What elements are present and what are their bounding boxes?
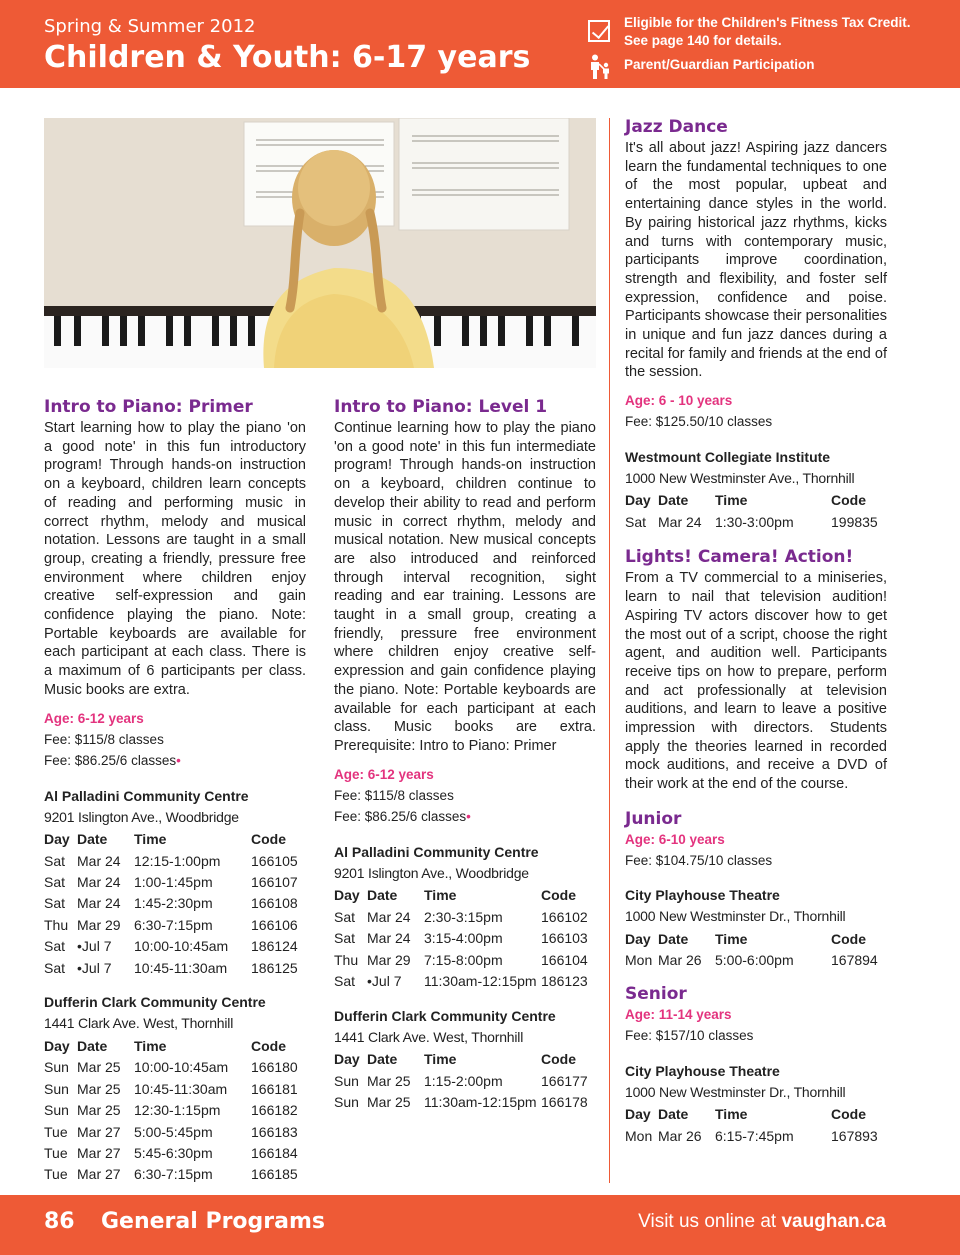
page-title: Children & Youth: 6-17 years [44, 40, 531, 75]
col-header-code: Code [251, 831, 286, 848]
day-cell: Thu [44, 916, 69, 933]
column-divider [609, 118, 610, 1183]
fee-line [334, 806, 596, 828]
code-cell: 166103 [541, 930, 588, 947]
day-cell: Sat [334, 930, 356, 947]
location-address: 1000 New Westminster Dr., Thornhill [625, 908, 846, 925]
summer-dot-icon: • [176, 753, 181, 769]
drama-dance-column [625, 116, 887, 1146]
date-cell: Mar 27 [77, 1123, 121, 1140]
time-cell: 2:30-3:15pm [424, 908, 503, 925]
location-name: Al Palladini Community Centre [334, 843, 539, 860]
table-row [625, 1125, 878, 1146]
col-header-code: Code [541, 887, 576, 904]
time-cell: 12:30-1:15pm [134, 1102, 221, 1119]
code-cell: 166180 [251, 1059, 298, 1076]
girl-at-piano-photo [44, 118, 596, 368]
date-cell: Mar 26 [658, 1127, 702, 1144]
table-row [625, 950, 878, 971]
schedule-table [334, 885, 588, 992]
age-range: Age: 11-14 years [625, 1007, 732, 1023]
parent-participation-text: Parent/Guardian Participation [624, 57, 815, 72]
time-cell: 5:45-6:30pm [134, 1144, 213, 1161]
col-header-date: Date [367, 1051, 398, 1068]
program-description: Continue learning how to play the piano 'on a good note' in this fun intermediate program! Through hands-on instruction on a keyboard, children continue to develop their ability to read and perform music in correct rhythm, melody and musical notation. New musical concepts are also introduced and reinforced through interval recognition, sight reading and ear training. Lessons are taught in a small group, creating a friendly, pressure free environment where children enjoy creative self-expression and gain confidence playing the piano. Note: Portable keyboards are available for each participant at each class. Music books are extra. Prerequisite: Intro to Piano: Primer [334, 420, 596, 754]
time-cell: 6:30-7:15pm [134, 916, 213, 933]
day-cell: Sat [44, 852, 66, 869]
code-cell: 186123 [541, 972, 588, 989]
location-address: 1441 Clark Ave. West, Thornhill [334, 1028, 524, 1045]
date-cell: Mar 24 [658, 513, 702, 530]
program-description: From a TV commercial to a miniseries, learn to nail that television audition! Aspiring TV actors discover how to get the most out of a script, choose the right agent, and audition well. Participants receive tips on how to prepare, perform and act professionally at television auditions, and learn to leave a positive impression with directors. Students apply the theories learned in recorded mock auditions, and receive a DVD of their work at the end of the course. [625, 570, 887, 793]
fee-line: Fee: $157/10 classes [625, 1028, 754, 1044]
table-row [44, 1078, 298, 1099]
age-range: Age: 6-12 years [334, 766, 434, 782]
col-header-day: Day [625, 492, 651, 509]
schedule-header-row [625, 1104, 878, 1125]
code-cell: 167893 [831, 1127, 878, 1144]
table-row [44, 871, 298, 892]
location-address: 1441 Clark Ave. West, Thornhill [44, 1015, 234, 1032]
section-name: General Programs [101, 1209, 326, 1234]
time-cell: 6:15-7:45pm [715, 1127, 794, 1144]
time-cell: 5:00-5:45pm [134, 1123, 213, 1140]
col-header-time: Time [134, 831, 167, 848]
day-cell: Sat [625, 513, 647, 530]
age-range: Age: 6-12 years [44, 710, 144, 726]
col-header-code: Code [831, 931, 866, 948]
col-header-code: Code [831, 1106, 866, 1123]
date-cell: Mar 27 [77, 1166, 121, 1183]
age-range: Age: 6-10 years [625, 831, 725, 847]
col-header-time: Time [424, 887, 457, 904]
col-header-day: Day [625, 1106, 651, 1123]
website-note [638, 1211, 886, 1233]
day-cell: Sun [44, 1080, 69, 1097]
date-cell: Mar 29 [77, 916, 121, 933]
code-cell: 186124 [251, 938, 298, 955]
day-cell: Sun [334, 1094, 359, 1111]
col-header-date: Date [77, 1037, 108, 1054]
schedule-header-row [44, 829, 298, 850]
code-cell: 166181 [251, 1080, 298, 1097]
age-range: Age: 6 - 10 years [625, 393, 733, 409]
code-cell: 166106 [251, 916, 298, 933]
table-row [44, 893, 298, 914]
day-cell: Tue [44, 1166, 68, 1183]
day-cell: Sat [44, 874, 66, 891]
time-cell: 11:30am-12:15pm [424, 972, 537, 989]
date-cell: Mar 27 [77, 1144, 121, 1161]
col-header-day: Day [625, 931, 651, 948]
time-cell: 11:30am-12:15pm [424, 1094, 537, 1111]
location-address: 1000 New Westminster Dr., Thornhill [625, 1083, 846, 1100]
date-cell: Mar 25 [367, 1072, 411, 1089]
day-cell: Sun [334, 1072, 359, 1089]
col-header-time: Time [715, 1106, 748, 1123]
fee-text: Fee: $86.25/6 classes [334, 809, 467, 825]
location-name: Dufferin Clark Community Centre [44, 994, 266, 1011]
code-cell: 166184 [251, 1144, 298, 1161]
time-cell: 10:45-11:30am [134, 959, 228, 976]
checkbox-icon [588, 20, 610, 42]
col-header-day: Day [44, 831, 70, 848]
col-header-date: Date [658, 492, 689, 509]
day-cell: Tue [44, 1123, 68, 1140]
day-cell: Sat [334, 908, 356, 925]
summer-dot-icon: • [466, 809, 471, 825]
date-cell: Mar 29 [367, 951, 411, 968]
piano-illustration [44, 118, 596, 368]
col-header-code: Code [541, 1051, 576, 1068]
time-cell: 1:15-2:00pm [424, 1072, 503, 1089]
day-cell: Sun [44, 1059, 69, 1076]
time-cell: 1:45-2:30pm [134, 895, 213, 912]
col-header-date: Date [658, 931, 689, 948]
program-title: Jazz Dance [625, 117, 728, 137]
date-cell: Mar 24 [77, 895, 121, 912]
fee-line [44, 750, 306, 772]
date-cell: Mar 24 [77, 874, 121, 891]
date-cell: •Jul 7 [77, 959, 112, 976]
schedule-table [625, 490, 878, 533]
code-cell: 166107 [251, 874, 298, 891]
table-row [44, 914, 298, 935]
col-header-day: Day [334, 887, 360, 904]
parent-child-icon [588, 54, 612, 80]
schedule-table [625, 1104, 878, 1147]
col-header-date: Date [658, 1106, 689, 1123]
time-cell: 5:00-6:00pm [715, 952, 794, 969]
table-row [44, 850, 298, 871]
time-cell: 7:15-8:00pm [424, 951, 503, 968]
day-cell: Sun [44, 1102, 69, 1119]
location-address: 9201 Islington Ave., Woodbridge [334, 864, 529, 881]
time-cell: 3:15-4:00pm [424, 930, 503, 947]
schedule-header-row [334, 885, 588, 906]
location-name: City Playhouse Theatre [625, 1062, 780, 1079]
day-cell: Tue [44, 1144, 68, 1161]
location-name: City Playhouse Theatre [625, 887, 780, 904]
col-header-date: Date [77, 831, 108, 848]
page-header [0, 0, 960, 88]
schedule-table [44, 1035, 298, 1185]
code-cell: 166183 [251, 1123, 298, 1140]
location-name: Westmount Collegiate Institute [625, 448, 831, 465]
schedule-table [334, 1049, 588, 1113]
day-cell: Sat [44, 959, 66, 976]
table-row [334, 927, 588, 948]
date-cell: •Jul 7 [77, 938, 112, 955]
table-row [44, 957, 298, 978]
date-cell: Mar 25 [367, 1094, 411, 1111]
date-cell: Mar 25 [77, 1102, 121, 1119]
code-cell: 167894 [831, 952, 878, 969]
code-cell: 166185 [251, 1166, 298, 1183]
program-level-title: Senior [625, 984, 687, 1005]
time-cell: 1:00-1:45pm [134, 874, 213, 891]
location-name: Al Palladini Community Centre [44, 787, 249, 804]
schedule-header-row [625, 928, 878, 949]
location-address: 1000 New Westminster Ave., Thornhill [625, 469, 855, 486]
program-title: Intro to Piano: Primer [44, 397, 253, 417]
code-cell: 166182 [251, 1102, 298, 1119]
website-prefix: Visit us online at [638, 1211, 782, 1232]
schedule-header-row [44, 1035, 298, 1056]
code-cell: 199835 [831, 513, 878, 530]
col-header-date: Date [367, 887, 398, 904]
day-cell: Mon [625, 1127, 653, 1144]
page-number: 86 [44, 1209, 75, 1234]
table-row [44, 1121, 298, 1142]
time-cell: 10:45-11:30am [134, 1080, 228, 1097]
code-cell: 166108 [251, 895, 298, 912]
date-cell: Mar 25 [77, 1059, 121, 1076]
day-cell: Mon [625, 952, 653, 969]
table-row [625, 511, 878, 532]
time-cell: 10:00-10:45am [134, 938, 229, 955]
website-link[interactable]: vaughan.ca [781, 1211, 886, 1232]
table-row [44, 1164, 298, 1185]
date-cell: Mar 24 [367, 930, 411, 947]
col-header-time: Time [134, 1037, 167, 1054]
date-cell: Mar 24 [77, 852, 121, 869]
col-header-time: Time [715, 492, 748, 509]
intro-piano-level1-section [334, 396, 596, 1113]
schedule-table [44, 829, 298, 979]
date-cell: Mar 24 [367, 908, 411, 925]
time-cell: 10:00-10:45am [134, 1059, 229, 1076]
page-footer [0, 1195, 960, 1255]
schedule-header-row [625, 490, 878, 511]
fee-line: Fee: $115/8 classes [44, 731, 164, 747]
time-cell: 12:15-1:00pm [134, 852, 221, 869]
code-cell: 166104 [541, 951, 588, 968]
date-cell: •Jul 7 [367, 972, 402, 989]
program-title: Intro to Piano: Level 1 [334, 397, 548, 417]
table-row [44, 936, 298, 957]
table-row [334, 1091, 588, 1112]
day-cell: Sat [44, 938, 66, 955]
day-cell: Thu [334, 951, 359, 968]
col-header-code: Code [251, 1037, 286, 1054]
code-cell: 166178 [541, 1094, 588, 1111]
col-header-time: Time [715, 931, 748, 948]
table-row [334, 906, 588, 927]
location-name: Dufferin Clark Community Centre [334, 1007, 556, 1024]
date-cell: Mar 26 [658, 952, 702, 969]
program-level-title: Junior [625, 808, 682, 829]
table-row [334, 1070, 588, 1091]
table-row [44, 1099, 298, 1120]
time-cell: 6:30-7:15pm [134, 1166, 213, 1183]
col-header-day: Day [44, 1037, 70, 1054]
season-label: Spring & Summer 2012 [44, 16, 256, 37]
col-header-code: Code [831, 492, 866, 509]
fee-line: Fee: $104.75/10 classes [625, 852, 773, 868]
fee-line: Fee: $115/8 classes [334, 787, 454, 803]
table-row [334, 949, 588, 970]
date-cell: Mar 25 [77, 1080, 121, 1097]
time-cell: 1:30-3:00pm [715, 513, 794, 530]
fee-text: Fee: $86.25/6 classes [44, 753, 177, 769]
schedule-table [625, 928, 878, 971]
intro-piano-primer-section [44, 396, 306, 1185]
schedule-header-row [334, 1049, 588, 1070]
code-cell: 166177 [541, 1072, 588, 1089]
table-row [44, 1057, 298, 1078]
program-description: Start learning how to play the piano 'on a good note' in this fun introductory program! Through hands-on instruction on a keyboard, children learn concepts of reading and performing music in correct rhythm, melody and musical notation. Lessons are taught in a small group, creating a friendly, pressure free environment where children enjoy creative self-expression and gain confidence playing the piano. Note: Portable keyboards are available for each participant at each class. There is a maximum of 6 participants per class. Music books are extra. [44, 420, 306, 698]
table-row [44, 1142, 298, 1163]
program-description: It's all about jazz! Aspiring jazz dancers learn the fundamental techniques to one of the most popular, upbeat and entertaining dance styles in the world. By pairing historical jazz rhythms, kicks and turns with contemporary music, participants improve coordination, strength and flexibility, and foster self expression, confidence and poise. Participants showcase their personalities in unique and fun jazz dances during a recital for family and friends at the end of the session. [625, 140, 887, 381]
fitness-credit-text: Eligible for the Children's Fitness Tax Credit. See page 140 for details. [624, 15, 911, 48]
program-title: Lights! Camera! Action! [625, 547, 854, 568]
col-header-time: Time [424, 1051, 457, 1068]
location-address: 9201 Islington Ave., Woodbridge [44, 808, 239, 825]
day-cell: Sat [44, 895, 66, 912]
table-row [334, 970, 588, 991]
code-cell: 166105 [251, 852, 298, 869]
col-header-day: Day [334, 1051, 360, 1068]
fee-line: Fee: $125.50/10 classes [625, 414, 773, 430]
code-cell: 186125 [251, 959, 298, 976]
day-cell: Sat [334, 972, 356, 989]
code-cell: 166102 [541, 908, 588, 925]
